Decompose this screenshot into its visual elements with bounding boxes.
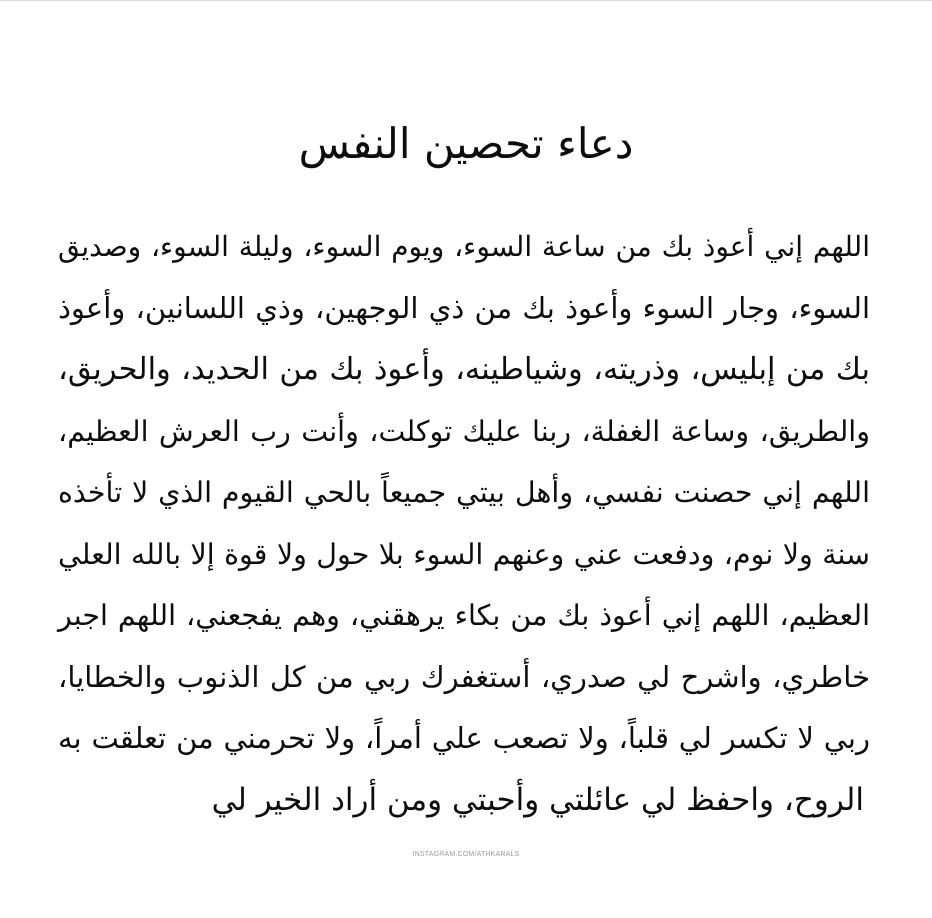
text-line-2: السوء، وجار السوء وأعوذ بك من ذي الوجهين، وذي اللسانين، وأعوذ (58, 290, 870, 325)
text-line-5: اللهم إني حصنت نفسي، وأهل بيتي جميعاً بالحي القيوم الذي لا تأخذه (58, 476, 870, 509)
text-line-8: خاطري، واشرح لي صدري، أستغفرك ربي من كل الذنوب والخطايا، (58, 659, 870, 694)
text-line-7: العظيم، اللهم إني أعوذ بك من بكاء يرهقني، وهم يفجعني، اللهم اجبر (58, 599, 870, 632)
text-line-3: بك من إبليس، وذريته، وشياطينه، وأعوذ بك من الحديد، والحريق، (58, 352, 870, 387)
prayer-text (58, 216, 870, 831)
text-line-9: ربي لا تكسر لي قلباً، ولا تصعب علي أمراً، ولا تحرمني من تعلقت به (58, 721, 870, 755)
top-divider (0, 0, 932, 1)
page-title: دعاء تحصين النفس (298, 119, 634, 168)
text-line-4: والطريق، وساعة الغفلة، ربنا عليك توكلت، وأنت رب العرش العظيم، (58, 414, 870, 448)
watermark: INSTAGRAM.COM/ATHKARALS (412, 851, 520, 858)
text-line-1: اللهم إني أعوذ بك من ساعة السوء، ويوم السوء، وليلة السوء، وصديق (58, 230, 870, 263)
text-line-6: سنة ولا نوم، ودفعت عني وعنهم السوء بلا حول ولا قوة إلا بالله العلي (58, 537, 870, 571)
text-line-10: الروح، واحفظ لي عائلتي وأحبتي ومن أراد الخير لي (211, 781, 864, 818)
